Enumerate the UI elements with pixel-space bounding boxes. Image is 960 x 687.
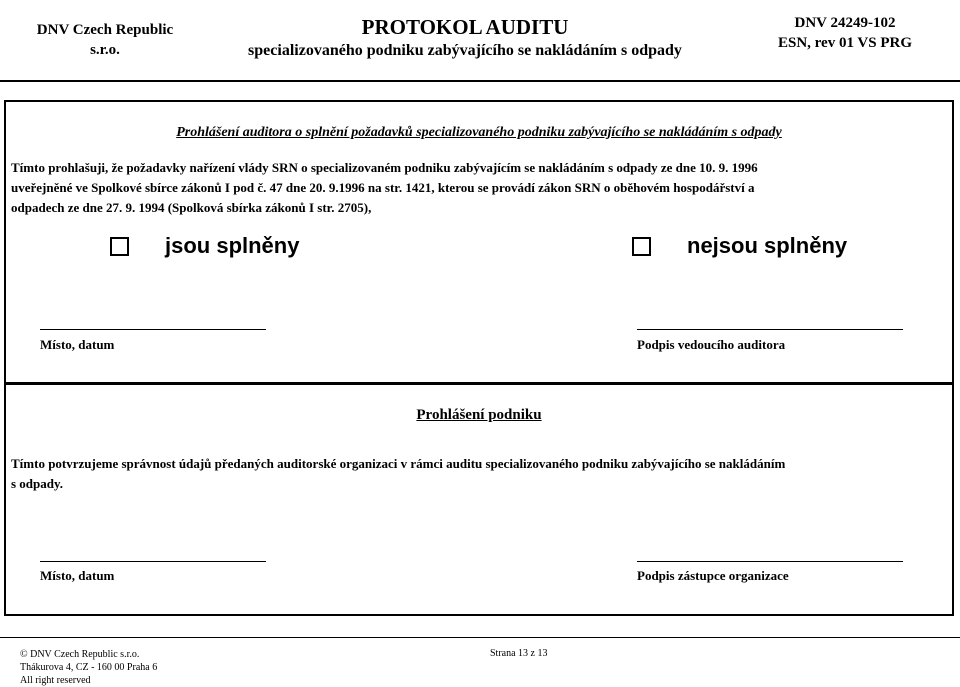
footer-address: Thákurova 4, CZ - 160 00 Praha 6 [20, 662, 158, 673]
footer-divider [0, 637, 960, 638]
company-place-date-line[interactable] [40, 561, 266, 562]
company-declaration-section [4, 382, 954, 616]
auditor-signature-label: Podpis vedoucího auditora [637, 337, 786, 352]
option-met-label: jsou splněny [165, 233, 300, 258]
checkbox-met[interactable] [110, 237, 129, 256]
auditor-declaration-line: uveřejněné ve Spolkové sbírce zákonů I pod č. 47 dne 20. 9.1996 na str. 1421, kterou se provádí zákon SRN o oběhovém hospodářství a [11, 180, 755, 195]
company-signature-label: Podpis zástupce organizace [637, 568, 789, 583]
auditor-declaration-section [4, 100, 954, 385]
place-date-line[interactable] [40, 329, 266, 330]
company-declaration-text [11, 454, 946, 494]
option-not-met-label: nejsou splněny [687, 233, 848, 258]
company-declaration-line: s odpady. [11, 476, 64, 491]
auditor-declaration-title: Prohlášení auditora o splnění požadavků specializovaného podniku zabývajícího se nakládáním s odpady [176, 125, 782, 140]
document-revision: ESN, rev 01 VS PRG [777, 35, 913, 51]
auditor-declaration-line: Tímto prohlašuji, že požadavky nařízení vlády SRN o specializovaném podniku zabývajícím se nakládáním s odpady ze dne 10. 9. 1996 [11, 160, 758, 175]
footer-rights: All right reserved [20, 675, 91, 686]
footer-company-info [20, 648, 157, 687]
header-company-name: DNV Czech Republic [36, 22, 174, 38]
company-declaration-line: Tímto potvrzujeme správnost údajů předaných auditorské organizaci v rámci auditu specializovaného podniku zabývajícího se nakládáním [11, 456, 786, 471]
header-divider [0, 80, 960, 82]
auditor-declaration-line: odpadech ze dne 27. 9. 1994 (Spolková sbírka zákonů I str. 2705), [11, 200, 372, 215]
company-signature-line[interactable] [637, 561, 903, 562]
header-company-suffix: s.r.o. [90, 42, 120, 58]
document-number: DNV 24249-102 [794, 15, 896, 31]
header-title-block [200, 14, 730, 62]
auditor-signature-line[interactable] [637, 329, 903, 330]
page-number: Strana 13 z 13 [490, 648, 548, 659]
header-doc-info [760, 13, 930, 53]
option-met[interactable] [110, 233, 299, 259]
option-not-met[interactable] [632, 233, 847, 259]
document-subtitle: specializovaného podniku zabývajícího se nakládáním s odpady [248, 42, 682, 59]
place-date-label: Místo, datum [40, 337, 115, 352]
document-title: PROTOKOL AUDITU [361, 15, 569, 39]
header-company [30, 20, 180, 60]
footer-copyright: © DNV Czech Republic s.r.o. [20, 649, 140, 660]
auditor-declaration-text [11, 158, 941, 218]
company-place-date-label: Místo, datum [40, 568, 115, 583]
company-declaration-title: Prohlášení podniku [416, 407, 542, 423]
checkbox-not-met[interactable] [632, 237, 651, 256]
